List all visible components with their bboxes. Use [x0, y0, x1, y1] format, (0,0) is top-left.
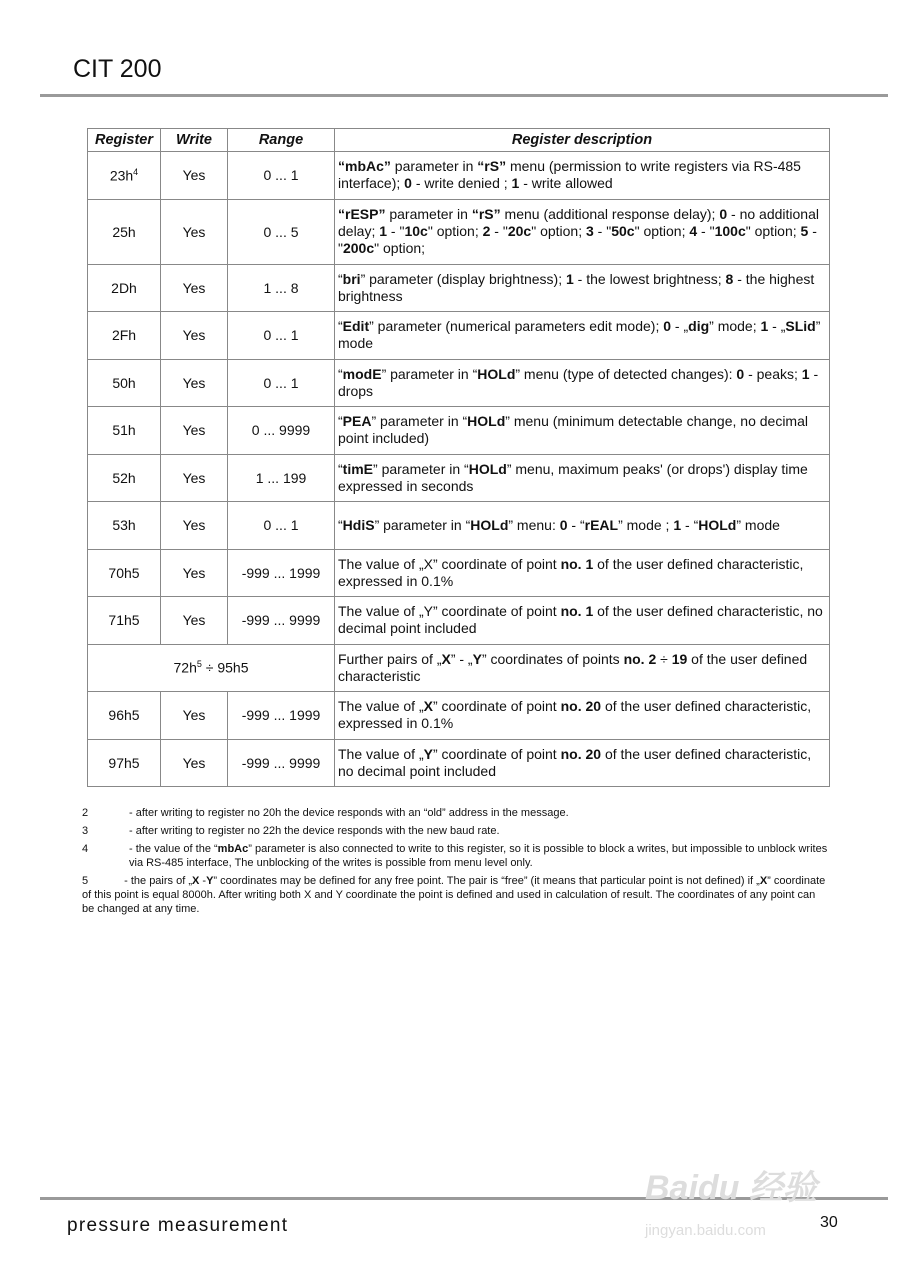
text-segment: ” coordinates may be defined for any free point. The pair is “free” (it means that particular point is not defined) if „	[213, 875, 760, 887]
register-address: 52h	[112, 469, 136, 486]
text-segment: ” menu:	[508, 516, 560, 533]
bold-text: 100c	[714, 223, 746, 239]
description-cell	[335, 454, 830, 502]
description-cell	[335, 199, 830, 264]
text-segment: menu (additional response delay);	[500, 206, 720, 222]
bold-text: 8	[725, 270, 734, 287]
footnote-ref: 5	[196, 659, 202, 670]
bold-text: 10c	[404, 223, 428, 239]
bold-text: 19	[671, 650, 688, 667]
description-cell	[335, 152, 830, 200]
text-segment: ” menu (type of detected changes):	[515, 365, 737, 382]
range-cell: 0 ... 1	[228, 359, 335, 407]
write-cell: Yes	[161, 407, 228, 455]
write-cell: Yes	[161, 549, 228, 597]
range-cell: -999 ... 1999	[228, 549, 335, 597]
register-address: 71h5	[108, 612, 140, 629]
footnotes	[82, 806, 830, 916]
register-address: 97h5	[108, 754, 140, 771]
text-segment: ” coordinate of this point is equal 8000h. After writing both X and Y coordinate the point is defined and used in calculation of result. The coordinates of any point can be changed at any time.	[82, 875, 826, 915]
text-segment: - drops	[338, 365, 819, 399]
bold-text: Y	[423, 745, 433, 762]
column-header-range: Range	[228, 129, 335, 152]
bold-text: 0	[404, 175, 412, 192]
text-segment: - peaks;	[744, 365, 802, 382]
text-segment: ” parameter (numerical parameters edit mode);	[369, 318, 664, 335]
bold-text: no. 20	[560, 745, 602, 762]
bold-text: SLid	[785, 318, 816, 335]
header-rule	[40, 94, 888, 97]
bold-text: 0	[559, 516, 568, 533]
write-cell: Yes	[161, 152, 228, 200]
text-segment: ” parameter in “	[374, 516, 471, 533]
bold-text: 0	[736, 365, 745, 382]
table-row	[88, 312, 830, 360]
range-cell: 0 ... 5	[228, 199, 335, 264]
bold-text: 1	[801, 365, 810, 382]
bold-text: “rS”	[477, 158, 507, 175]
description-cell	[335, 502, 830, 550]
write-cell: Yes	[161, 454, 228, 502]
register-address: 25h	[112, 223, 136, 240]
register-cell	[88, 264, 161, 312]
text-segment: ” mode;	[709, 318, 761, 335]
bold-text: 20c	[507, 223, 532, 239]
text-segment: Further pairs of „	[338, 650, 442, 667]
description-cell	[335, 644, 830, 692]
footnote-number: 3	[82, 825, 89, 837]
text-segment: ” mode ;	[618, 516, 674, 533]
range-cell: 0 ... 1	[228, 152, 335, 200]
description-cell	[335, 359, 830, 407]
register-cell	[88, 454, 161, 502]
register-cell	[88, 312, 161, 360]
watermark-url: jingyan.baidu.com	[645, 1222, 766, 1239]
text-segment: of the user defined characteristic, expressed in 0.1%	[338, 555, 804, 589]
page-number: 30	[820, 1214, 838, 1231]
register-cell	[88, 152, 161, 200]
description-cell	[335, 597, 830, 645]
bold-text: HOLd	[468, 460, 507, 477]
text-segment: ” - „	[450, 650, 473, 667]
watermark-logo: Baidu 经验	[645, 1169, 817, 1207]
table-row	[88, 692, 830, 740]
register-cell	[88, 692, 161, 740]
column-header-register: Register	[88, 129, 161, 152]
footer-text: pressure measurement	[67, 1215, 289, 1236]
bold-text: X	[441, 650, 451, 667]
text-segment: -	[199, 875, 207, 887]
register-address: 72h	[173, 660, 197, 677]
text-segment: ” parameter (display brightness);	[360, 270, 566, 287]
text-segment: - after writing to register no 20h the device responds with an “old” address in the message.	[129, 807, 569, 819]
text-segment: - “	[567, 516, 585, 533]
write-cell: Yes	[161, 502, 228, 550]
footnote-number: 5	[82, 875, 89, 887]
text-segment: " option;	[531, 223, 586, 239]
text-segment: - the pairs of „	[124, 875, 192, 887]
text-segment: - "	[593, 223, 612, 239]
write-cell: Yes	[161, 692, 228, 740]
column-header-description: Register description	[335, 129, 830, 152]
register-address: 70h5	[108, 564, 140, 581]
text-segment: - "	[387, 223, 405, 239]
description-cell	[335, 312, 830, 360]
bold-text: Y	[206, 875, 214, 887]
range-cell: 0 ... 9999	[228, 407, 335, 455]
footnote	[82, 824, 830, 838]
register-address: 96h5	[108, 707, 140, 724]
text-segment: ” parameter in “	[381, 365, 478, 382]
register-table	[87, 128, 830, 787]
text-segment: - after writing to register no 22h the device responds with the new baud rate.	[129, 825, 500, 837]
bold-text: HOLd	[698, 516, 737, 533]
bold-text: 0	[719, 206, 728, 222]
footnote	[82, 806, 830, 820]
footnote	[82, 874, 830, 916]
range-cell: -999 ... 9999	[228, 597, 335, 645]
bold-text: no. 2	[623, 650, 657, 667]
footnote	[82, 842, 830, 870]
bold-text: 5	[800, 223, 809, 239]
bold-text: HOLd	[470, 516, 509, 533]
text-segment: parameter in	[390, 158, 478, 175]
bold-text: “mbAc”	[338, 158, 391, 175]
text-segment: The value of „	[338, 698, 424, 715]
register-address: 23h	[109, 167, 134, 184]
text-segment: - the highest brightness	[338, 270, 815, 304]
footnote-text	[129, 842, 830, 870]
text-segment: menu (permission to write registers via RS-485 interface);	[338, 158, 801, 192]
table-row	[88, 199, 830, 264]
text-segment: “	[338, 365, 343, 382]
register-address: 2Fh	[111, 327, 137, 344]
bold-text: 1	[565, 270, 574, 287]
text-segment: ” parameter in “	[373, 460, 469, 477]
text-segment: - write denied ;	[411, 175, 512, 192]
text-segment: - the value of the “	[129, 843, 218, 855]
footnote-ref: 4	[133, 166, 139, 177]
range-cell: 1 ... 199	[228, 454, 335, 502]
write-cell: Yes	[161, 739, 228, 787]
text-segment: - no additional delay;	[338, 206, 819, 239]
table-row	[88, 152, 830, 200]
footnote-number: 2	[82, 807, 89, 819]
text-segment: ” coordinates of points	[481, 650, 624, 667]
text-segment: - "	[490, 223, 508, 239]
bold-text: HdiS	[342, 516, 375, 533]
bold-text: no. 20	[560, 698, 602, 715]
text-segment: ÷	[656, 650, 672, 667]
bold-text: HOLd	[477, 365, 516, 382]
description-cell	[335, 739, 830, 787]
bold-text: X	[191, 875, 200, 887]
bold-text: 1	[673, 516, 682, 533]
write-cell: Yes	[161, 199, 228, 264]
register-cell	[88, 407, 161, 455]
footnote-text	[129, 806, 569, 820]
bold-text: no. 1	[560, 603, 594, 620]
bold-text: 3	[586, 223, 594, 239]
text-segment: of the user defined characteristic, no decimal point included	[338, 745, 812, 779]
table-row	[88, 644, 830, 692]
text-segment: ” parameter in “	[371, 413, 468, 430]
text-segment: - „	[671, 318, 689, 335]
bold-text: HOLd	[467, 413, 506, 430]
table-row	[88, 739, 830, 787]
write-cell: Yes	[161, 597, 228, 645]
description-cell	[335, 692, 830, 740]
text-segment: The value of „Y” coordinate of point	[338, 603, 561, 620]
bold-text: X	[423, 698, 433, 715]
table-row	[88, 359, 830, 407]
text-segment: - „	[768, 318, 786, 335]
text-segment: ” coordinate of point	[432, 745, 561, 762]
range-cell: 1 ... 8	[228, 264, 335, 312]
range-cell: -999 ... 9999	[228, 739, 335, 787]
bold-text: X	[759, 875, 768, 887]
bold-text: timE	[342, 460, 374, 477]
text-segment: - the lowest brightness;	[573, 270, 726, 287]
text-segment: of the user defined characteristic, expressed in 0.1%	[338, 698, 812, 732]
bold-text: 0	[663, 318, 672, 335]
bold-text: 2	[482, 223, 491, 239]
text-segment: " option;	[745, 223, 801, 239]
column-header-write: Write	[161, 129, 228, 152]
register-address: 50h	[112, 374, 136, 391]
bold-text: mbAc	[217, 843, 249, 855]
bold-text: modE	[342, 365, 382, 382]
text-segment: of the user defined characteristic	[338, 650, 808, 684]
description-cell	[335, 407, 830, 455]
text-segment: parameter in	[385, 206, 472, 222]
write-cell: Yes	[161, 359, 228, 407]
register-address: 51h	[112, 422, 136, 439]
register-address: 53h	[112, 517, 136, 534]
text-segment: " option;	[374, 240, 426, 256]
text-segment: - "	[338, 223, 817, 256]
text-segment: ” mode	[736, 516, 780, 533]
register-range-end: ÷ 95h5	[201, 660, 249, 677]
footnote-number: 4	[82, 843, 89, 855]
table-row	[88, 407, 830, 455]
bold-text: PEA	[342, 413, 372, 430]
bold-text: 1	[760, 318, 769, 335]
write-cell: Yes	[161, 312, 228, 360]
bold-text: no. 1	[560, 555, 594, 572]
table-row	[88, 549, 830, 597]
register-address: 2Dh	[111, 279, 137, 296]
footnote-text	[129, 824, 500, 838]
range-cell: -999 ... 1999	[228, 692, 335, 740]
register-cell	[88, 597, 161, 645]
bold-text: bri	[342, 270, 361, 287]
table-row	[88, 454, 830, 502]
bold-text: 200c	[342, 240, 375, 256]
bold-text: 1	[511, 175, 520, 192]
write-cell: Yes	[161, 264, 228, 312]
text-segment: " option;	[427, 223, 483, 239]
text-segment: “	[338, 460, 343, 477]
text-segment: The value of „	[338, 745, 424, 762]
register-cell	[88, 644, 335, 692]
bold-text: Edit	[342, 318, 370, 335]
text-segment: - “	[681, 516, 699, 533]
description-cell	[335, 264, 830, 312]
register-cell	[88, 739, 161, 787]
text-segment: " option;	[634, 223, 690, 239]
bold-text: 1	[379, 223, 388, 239]
bold-text: Y	[472, 650, 482, 667]
table-row	[88, 597, 830, 645]
text-segment: The value of „X” coordinate of point	[338, 555, 561, 572]
bold-text: rEAL	[584, 516, 619, 533]
text-segment: ” mode	[338, 318, 821, 352]
text-segment: ” menu, maximum peaks' (or drops') display time expressed in seconds	[338, 460, 808, 494]
register-cell	[88, 549, 161, 597]
range-cell: 0 ... 1	[228, 502, 335, 550]
text-segment: - "	[697, 223, 715, 239]
text-segment: ” menu (minimum detectable change, no decimal point included)	[338, 413, 808, 447]
text-segment: “	[338, 516, 343, 533]
register-cell	[88, 199, 161, 264]
table-header-row	[88, 129, 830, 152]
bold-text: 50c	[611, 223, 635, 239]
text-segment: “	[338, 270, 343, 287]
register-cell	[88, 502, 161, 550]
text-segment: - write allowed	[519, 175, 613, 192]
text-segment: “	[338, 413, 343, 430]
table-row	[88, 502, 830, 550]
range-cell: 0 ... 1	[228, 312, 335, 360]
bold-text: “rESP”	[338, 206, 386, 222]
text-segment: of the user defined characteristic, no decimal point included	[338, 603, 823, 637]
bold-text: 4	[689, 223, 698, 239]
text-segment: ” parameter is also connected to write to this register, so it is possible to block a writes, but impossible to unblock writes via RS-485 interface, The unblocking of the writes is possible from menu level only.	[129, 843, 828, 869]
description-cell	[335, 549, 830, 597]
document-title: CIT 200	[73, 55, 162, 83]
text-segment: “	[338, 318, 343, 335]
register-cell	[88, 359, 161, 407]
table-row	[88, 264, 830, 312]
text-segment: ” coordinate of point	[432, 698, 561, 715]
bold-text: “rS”	[471, 206, 501, 222]
bold-text: dig	[688, 318, 710, 335]
